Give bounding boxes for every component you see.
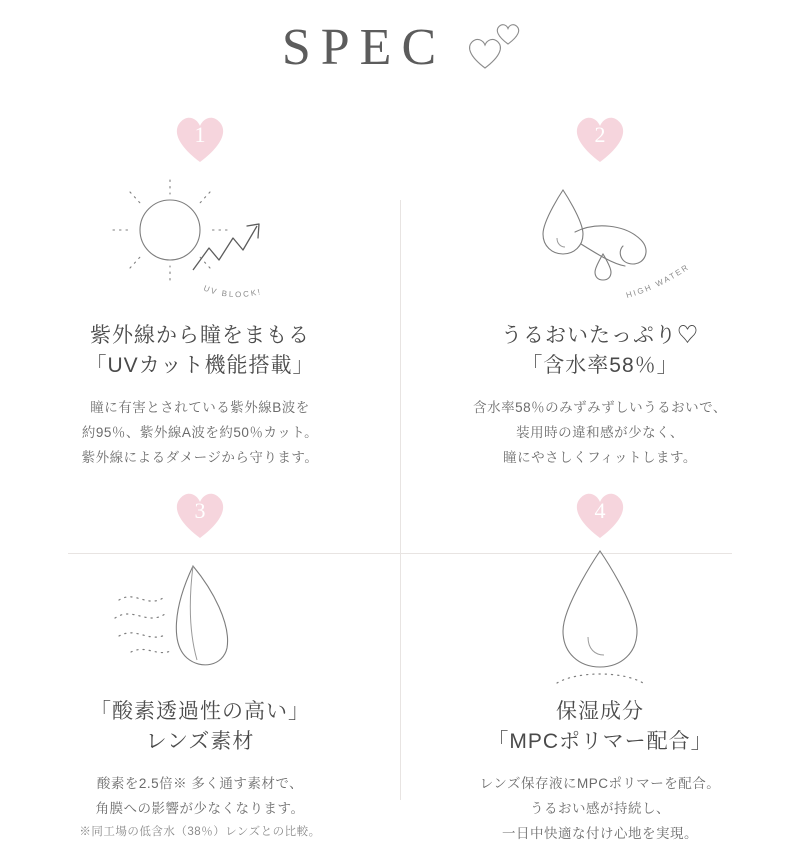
feature-cell-2 [400,95,800,471]
features-grid [0,95,800,841]
illustration-label: UV BLOCK! [202,283,263,300]
body-line: 瞳にやさしくフィットします。 [503,449,697,465]
feature-body-3 [79,772,320,843]
body-line: 装用時の違和感が少なく、 [516,424,684,440]
feature-cell-3 [0,471,400,847]
headline-line-1: うるおいたっぷり♡ [501,324,699,347]
page-header [0,0,800,95]
feature-cell-1 [0,95,400,471]
feature-number-badge [170,485,230,541]
body-line: 約95％、紫外線A波を約50％カット。 [81,424,319,440]
page-title: SPEC [281,18,447,76]
body-line: 酸素を2.5倍※ 多く通す素材で、 [96,775,304,791]
sun-uv-block-icon [85,172,315,312]
feature-body-2 [473,396,727,471]
illustration-label: HIGH WATER [625,262,692,300]
headline-line-2: 「含水率58％」 [521,354,679,378]
headline-line-1: 保湿成分 [556,699,644,723]
headline-line-2: 「UVカット機能搭載」 [85,354,315,378]
feature-body-4 [480,772,721,847]
feature-number-badge [570,109,630,165]
feature-body-1 [82,396,319,471]
feature-headline-2 [501,321,699,382]
feature-number: 1 [194,122,206,147]
feature-number: 2 [594,122,606,147]
feature-number: 4 [594,497,606,523]
feature-number-badge [570,485,630,541]
feature-headline-1 [86,321,315,382]
heart-decoration [464,20,528,76]
body-line: 含水率58％のみずみずしいうるおいで、 [473,399,727,415]
body-line: 角膜への影響が少なくなります。 [95,800,305,816]
heart-outline-small-icon [494,20,522,47]
feature-number: 3 [194,497,206,523]
body-line: 紫外線によるダメージから守ります。 [81,449,319,465]
oxygen-permeable-lens-icon [85,548,315,688]
body-line: レンズ保存液にMPCポリマーを配合。 [479,775,721,791]
feature-cell-4 [400,471,800,847]
body-footnote: ※同工場の低含水（38％）レンズとの比較。 [79,825,321,838]
feature-illustration-4 [420,543,780,693]
body-line: うるおい感が持続し、 [530,800,670,816]
headline-line-1: 紫外線から瞳をまもる [90,324,310,347]
headline-line-2: 「MPCポリマー配合」 [487,730,713,754]
feature-number-badge [170,109,230,165]
feature-illustration-3 [20,543,380,693]
feature-headline-3 [90,697,310,758]
headline-line-1: 「酸素透過性の高い」 [90,699,310,723]
headline-line-2: レンズ素材 [145,730,255,754]
body-line: 一日中快適な付け心地を実現。 [502,825,698,841]
feature-headline-4 [487,697,712,758]
feature-illustration-2 [420,167,780,317]
water-drop-splash-icon [485,172,715,312]
moisture-drop-icon [485,543,715,693]
body-line: 瞳に有害とされている紫外線B波を [90,399,310,415]
feature-illustration-1 [20,167,380,317]
